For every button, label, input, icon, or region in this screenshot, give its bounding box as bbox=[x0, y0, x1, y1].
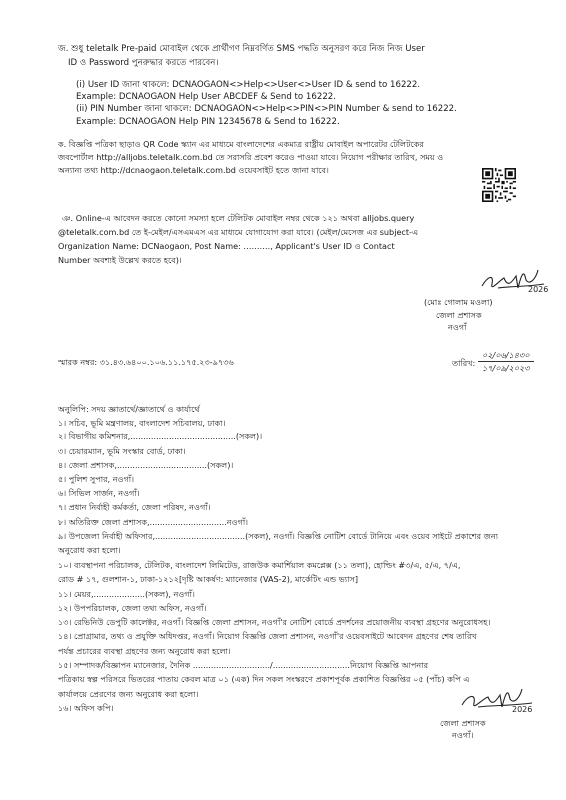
copy-item: ৯। উপজেলা নির্বাহী অফিসার,...................................(সকল), নওগাঁ। বিজ্ঞপ্তি নোটিশ বোর্ডে টানিয়ে এবং ওয়েব সাইটে প্রকাশের জন্য bbox=[58, 531, 499, 541]
copy-item: ১৫। সম্পাদক/বিজ্ঞাপন ম্যানেজার, দৈনিক ............................../..............................নিয়োগ বিজ্ঞপ্তি আপনার bbox=[58, 660, 429, 670]
copy-item: ১৩। রেভিনিউ ডেপুটি কালেক্টর, নওগাঁ। বিজ্ঞপ্তি জেলা প্রশাসন, নওগাঁ'র নোটিশ বোর্ডে প্রদর্শনের প্রয়োজনীয় ব্যবস্থা গ্রহণের অনুরোধসহ। bbox=[58, 617, 491, 627]
copy-item: ২। বিভাগীয় কমিশনার,.........................................(সকল)। bbox=[58, 431, 263, 441]
date-bangla: ০২/০৬/১৪৩০ bbox=[482, 350, 530, 360]
signer-place: নওগাঁ bbox=[448, 322, 467, 332]
qr-para-line1: ক. বিজ্ঞপ্তি পত্রিকা ছাড়াও QR Code স্ক্যান এর মাধ্যমে বাংলাদেশের একমাত্র রাষ্ট্রীয় মোবাইল অপারেটর টেলিটকের bbox=[58, 139, 424, 149]
signer-name: (মোঃ গোলাম মওলা) bbox=[424, 297, 493, 307]
copy-item: ৮। অতিরিক্ত জেলা প্রশাসক,..............................নওগাঁ। bbox=[58, 517, 249, 527]
qr-code-icon[interactable] bbox=[482, 168, 516, 202]
signer2-title: জেলা প্রশাসক bbox=[440, 718, 486, 728]
sms-instruction-line2: ID ও Password পুনরুদ্ধার করতে পারবেন। bbox=[68, 58, 219, 68]
copy-item: ১০। ব্যবস্থাপনা পরিচালক, টেলিটক, বাংলাদেশ লিমিটেড, রাজউক কমার্শিয়াল কমপ্লেক্স (১১ তলা), হোল্ডিং #৩/এ, ৫/এ, ৭/এ, bbox=[58, 560, 461, 570]
copy-item: পর্যন্ত প্রচারের ব্যবস্থা গ্রহণের জন্য অনুরোধ করা হলো। bbox=[58, 646, 231, 656]
sms-user-id-format: (i) User ID জানা থাকলে: DCNAOGAON<>Help<>User<>User ID & send to 16222. bbox=[76, 80, 421, 90]
copy-item: ৫। পুলিশ সুপার, নওগাঁ। bbox=[58, 474, 135, 484]
signer-title: জেলা প্রশাসক bbox=[436, 310, 482, 320]
sms-user-id-example: Example: DCNAOGAON Help User ABCDEF & Send to 16222. bbox=[76, 92, 336, 102]
copy-item: পত্রিকায় স্বল্প পরিসরে ভিতরের পাতায় কেবল মাত্র ০১ (এক) দিন সকল সংস্করণে প্রকাশপূর্বক প্রকাশিত বিজ্ঞপ্তির ০৫ (পাঁচ) কপি এ bbox=[58, 674, 470, 684]
sms-pin-format: (ii) PIN Number জানা থাকলে: DCNAOGAON<>Help<>PIN<>PIN Number & send to 16222. bbox=[76, 104, 457, 114]
copy-item: ১৬। অফিস কপি। bbox=[58, 703, 114, 713]
copy-item: কার্যালয়ে প্রেরণের জন্য অনুরোধ করা হলো। bbox=[58, 689, 199, 699]
online-para-line2: @teletalk.com.bd তে ই-মেইল/এসএমএস এর মাধ্যমে যোগাযোগ করা যাবে। (মেইল/মেসেজ এর subject-এ bbox=[58, 227, 419, 237]
copy-item: অনুরোধ করা হলো। bbox=[58, 545, 121, 555]
svg-text:2026: 2026 bbox=[512, 705, 533, 714]
date-divider bbox=[478, 361, 534, 362]
signer2-place: নওগাঁ। bbox=[452, 730, 474, 740]
copy-item: ৬। সিভিল সার্জন, নওগাঁ। bbox=[58, 488, 140, 498]
signature-image-2 bbox=[458, 675, 538, 717]
copy-item: ৪। জেলা প্রশাসক,...................................(সকল)। bbox=[58, 460, 234, 470]
svg-text:2026: 2026 bbox=[528, 285, 548, 294]
online-para-line4: Number অবশ্যই উল্লেখ করতে হবে)। bbox=[58, 255, 182, 265]
copy-item: ১১। মেয়র,....................(সকল), নওগাঁ। bbox=[58, 589, 195, 599]
copy-item: ১২। উপপরিচালক, জেলা তথ্য অফিস, নওগাঁ। bbox=[58, 603, 207, 613]
copy-item: ১। সচিব, ভূমি মন্ত্রণালয়, বাংলাদেশ সচিবালয়, ঢাকা। bbox=[58, 418, 226, 428]
qr-para-line3: অন্যান্য তথ্য http://dcnaogaon.teletalk.com.bd ওয়েবসাইট হতে জানা যাবে। bbox=[58, 165, 329, 175]
sms-instruction-line1: জ. শুধু teletalk Pre-paid মোবাইল থেকে প্রার্থীগণ নিম্নবর্ণিত SMS পদ্ধতি অনুসরণ করে নিজ নিজ User bbox=[58, 44, 425, 54]
sms-pin-example: Example: DCNAOGAON Help PIN 12345678 & Send to 16222. bbox=[76, 117, 340, 127]
copy-item: ৭। প্রধান নির্বাহী কর্মকর্তা, জেলা পরিষদ, নওগাঁ। bbox=[58, 502, 211, 512]
copy-heading: অনুলিপি: সদয় জ্ঞাতার্থে/জ্ঞাতার্থে ও কার্যার্থে bbox=[58, 404, 200, 414]
signature-image bbox=[478, 258, 548, 298]
copy-item: ১৪। প্রোগ্রামার, তথ্য ও প্রযুক্তি অধিদপ্তর, নওগাঁ। নিয়োগ বিজ্ঞপ্তি জেলা প্রশাসন, নওগাঁ'র ওয়েবসাইটে আবেদন গ্রহণের শেষ তারিখ bbox=[58, 631, 477, 641]
date-label: তারিখ: bbox=[452, 358, 476, 368]
online-para-line1: ঞ. Online-এ আবেদন করতে কোনো সমস্যা হলে টেলিটক মোবাইল নম্বর থেকে ১২১ অথবা alljobs.query bbox=[62, 213, 415, 223]
online-para-line3: Organization Name: DCNaogaon, Post Name: ………., Applicant's User ID ও Contact bbox=[58, 241, 395, 251]
memo-number: স্মারক নম্বর: ৩১.৪৩.৬৪০০.১০৬.১১.১৭৫.২৩-৯৭৩৬ bbox=[58, 357, 234, 367]
copy-item: রোড # ১৭, গুলশান-১, ঢাকা-১২১২[দৃষ্টি আকর্ষণ: ম্যানেজার (VAS-2), মার্কেটিং এন্ড ভ্যাস] bbox=[58, 574, 358, 584]
qr-para-line2: জবপোর্টাল http://alljobs.teletalk.com.bd তে সরাসরি প্রবেশ করেও পাওয়া যাবে। নিয়োগ পরীক্ষার তারিখ, সময় ও bbox=[58, 152, 444, 162]
date-english: ১৭/০৯/২০২৩ bbox=[482, 363, 530, 373]
copy-item: ৩। চেয়ারম্যান, ভূমি সংস্কার বোর্ড, ঢাকা। bbox=[58, 446, 186, 456]
